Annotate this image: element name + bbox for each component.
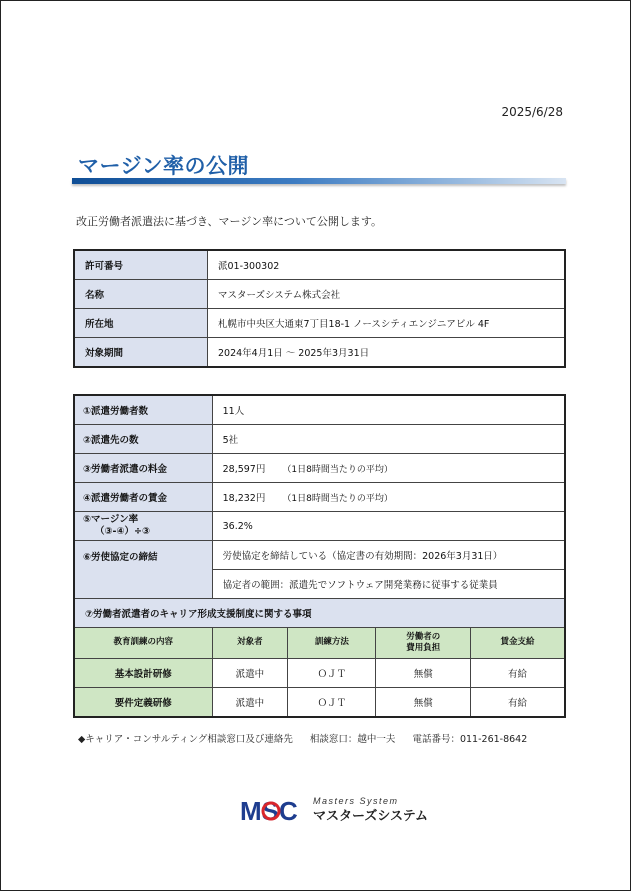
logo-english: Masters System [313,796,399,806]
training-cost: 無償 [376,688,471,718]
permit-value: 派01-300302 [208,250,566,280]
clients-value: 5社 [212,425,565,454]
period-value: 2024年4月1日 ～ 2025年3月31日 [208,338,566,368]
fee-cell [212,454,565,483]
logo-mark: MSC [240,796,298,826]
table-row [74,425,565,454]
training-name: 基本設計研修 [74,659,212,688]
company-logo [238,790,438,830]
company-name-value: マスターズシステム株式会社 [208,280,566,309]
permit-label: 許可番号 [74,250,208,280]
period-label: 対象期間 [74,338,208,368]
training-pay: 有給 [470,688,565,718]
agreement-scope: 協定者の範囲：派遣先でソフトウェア開発業務に従事する従業員 [212,570,565,599]
col-header-cost: 労働者の 費用負担 [376,628,471,659]
margin-label: ⑤マージン率 [83,514,139,526]
margin-value: 36.2% [212,512,565,541]
training-target: 派遣中 [212,659,288,688]
address-value: 札幌市中央区大通東7丁目18-1 ノースシティエンジニアビル 4F [208,309,566,338]
training-target: 派遣中 [212,688,288,718]
margin-stats-table [73,394,566,718]
training-method: ＯＪＴ [288,659,376,688]
fee-value: 28,597円 [222,464,266,475]
table-row [74,688,565,718]
workers-value: 11人 [212,395,565,425]
title-underline [72,178,566,184]
margin-formula: （③-④）÷③ [95,526,151,537]
company-name-label: 名称 [74,280,208,309]
table-row [74,309,565,338]
workers-label: ①派遣労働者数 [74,395,212,425]
table-row [74,338,565,368]
contact-counter: 相談窓口：越中一夫 [309,734,396,745]
col-header-content: 教育訓練の内容 [74,628,212,659]
intro-text: 改正労働者派遣法に基づき、マージン率について公開します。 [76,215,382,228]
company-info-table [73,249,566,368]
logo-japanese: マスターズシステム [313,809,429,824]
wage-label: ④派遣労働者の賃金 [74,483,212,512]
page-title: マージン率の公開 [78,154,250,178]
table-row [74,512,565,541]
table-row [74,454,565,483]
table-row [74,483,565,512]
agreement-value: 労使協定を締結している（協定書の有効期間：2026年3月31日） [212,541,565,570]
contact-footnote [78,731,541,745]
table-row [74,659,565,688]
training-method: ＯＪＴ [288,688,376,718]
table-row [74,280,565,309]
agreement-label: ⑥労使協定の締結 [74,541,212,599]
career-column-headers [74,628,565,659]
table-row [74,395,565,425]
fee-label: ③労働者派遣の料金 [74,454,212,483]
career-heading: ⑦労働者派遣者のキャリア形成支援制度に関する事項 [74,599,565,628]
col-header-target: 対象者 [212,628,288,659]
training-name: 要件定義研修 [74,688,212,718]
address-label: 所在地 [74,309,208,338]
table-row [74,599,565,628]
contact-label: ◆キャリア・コンサルティング相談窓口及び連絡先 [78,734,293,745]
wage-value: 18,232円 [222,493,266,504]
table-row [74,250,565,280]
training-cost: 無償 [376,659,471,688]
document-date: 2025/6/28 [501,105,563,119]
wage-cell [212,483,565,512]
col-header-pay: 賃金支給 [470,628,565,659]
col-header-method: 訓練方法 [288,628,376,659]
fee-note: （1日8時間当たりの平均） [282,465,393,475]
margin-label-cell [74,512,212,541]
table-row [74,541,565,570]
wage-note: （1日8時間当たりの平均） [282,494,393,504]
clients-label: ②派遣先の数 [74,425,212,454]
contact-phone: 電話番号：011-261-8642 [412,734,528,745]
training-pay: 有給 [470,659,565,688]
